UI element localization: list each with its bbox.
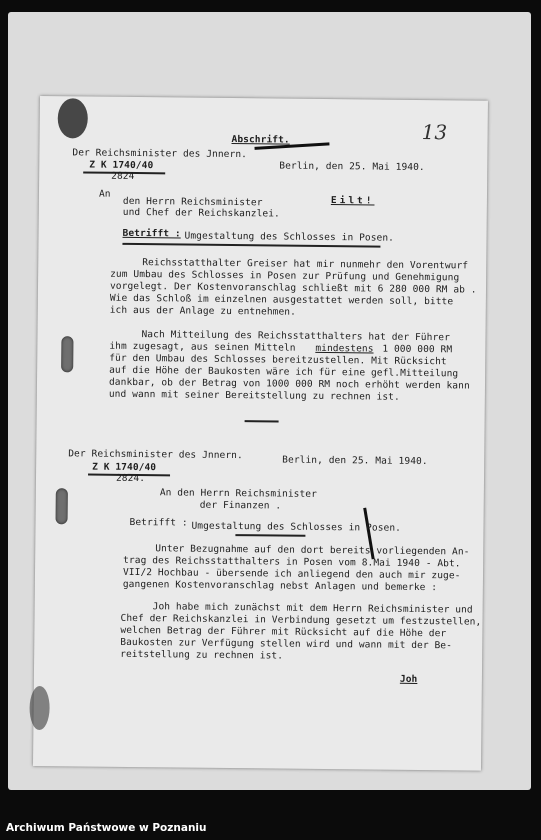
letter1-recipient-line1: den Herrn Reichsminister <box>122 195 263 209</box>
letter1-subject-label: Betrifft : <box>122 227 181 240</box>
letter2-sender: Der Reichsminister des Jnnern. <box>68 448 243 462</box>
punch-hole <box>56 488 68 524</box>
letter2-p2-line: reitstellung zu rechnen ist. <box>120 648 284 662</box>
letter1-p2-line: auf die Höhe der Baukosten wäre ich für eine gefl.Mitteilung <box>109 364 459 380</box>
letter1-sender: Der Reichsminister des Jnnern. <box>72 147 248 161</box>
subject-underline <box>235 534 305 536</box>
letter1-p2-line: für den Umbau des Schlosses bereitzustellen. Mit Rücksicht <box>109 352 447 368</box>
signoff: Joh <box>399 673 418 685</box>
letter2-ref2: 2824. <box>115 472 146 485</box>
letter2-p1-line: Unter Bezugnahme auf den dort bereits vorliegenden An- <box>155 543 470 558</box>
letter1-p2-line: und wann mit seiner Bereitstellung zu rechnen ist. <box>108 388 400 403</box>
archive-credit: Archiwum Państwowe w Poznaniu <box>6 822 207 834</box>
letter1-p2-line: ihm zugesagt, aus seinen Mitteln <box>109 340 296 354</box>
urgent-mark: Eilt! <box>330 195 375 207</box>
letter2-p1-line: gangenen Kostenvoranschlag nebst Anlagen und bemerke : <box>122 578 438 594</box>
letter1-p1-line: zum Umbau des Schlosses in Posen zur Prüfung und Genehmigung <box>110 268 460 284</box>
letter2-subject: Umgestaltung des Schlosses in Posen. <box>191 520 402 534</box>
letter1-p1-line: Wie das Schloß im einzelnen ausgestattet werden soll, bitte <box>109 292 454 308</box>
letter2-p2-line: welchen Betrag der Führer mit Rücksicht auf die Höhe der <box>120 624 447 640</box>
letter1-p1-line: vorgelegt. Der Kostenvoranschlag schließt mit 6 280 000 RM ab . <box>109 280 477 296</box>
emphasis-mindestens: mindestens <box>315 342 374 355</box>
letter1-date: Berlin, den 25. Mai 1940. <box>279 160 425 174</box>
ink-stain <box>29 686 49 730</box>
letter1-ref2: 2824 <box>111 170 135 182</box>
page-number: 13 <box>421 119 448 145</box>
letter2-ref: Z K 1740/40 <box>92 461 157 474</box>
letter2-recipient-line1: An den Herrn Reichsminister <box>159 487 318 500</box>
letter2-date: Berlin, den 25. Mai 1940. <box>282 454 428 468</box>
letter1-p1-line: Reichsstatthalter Greiser hat mir nunmehr den Vorentwurf <box>142 257 469 272</box>
letter2-recipient-line2: der Finanzen . <box>199 499 282 512</box>
section-divider <box>245 420 279 422</box>
letter1-p1-line: ich aus der Anlage zu entnehmen. <box>109 304 297 318</box>
letter1-amount: 1 000 000 RM <box>382 343 453 356</box>
letter2-p1-line: trag des Reichsstatthalters in Posen vom 8.Mai 1940 - Abt. <box>123 554 461 570</box>
letter2-p2-line: Joh habe mich zunächst mit dem Herrn Reichsminister und <box>152 601 473 616</box>
letter2-p2-line: Baukosten zur Verfügung stellen wird und wann mit der Be- <box>120 636 453 652</box>
letter1-recipient-line2: und Chef der Reichskanzlei. <box>122 206 280 220</box>
letter2-p2-line: Chef der Reichskanzlei in Verbindung gesetzt um festzustellen, <box>120 612 482 628</box>
letter1-an: An <box>98 188 111 200</box>
letter1-p2-line: Nach Mitteilung des Reichsstatthalters hat der Führer <box>141 329 450 344</box>
letter1-p2-line: dankbar, ob der Betrag von 1000 000 RM noch erhöht werden kann <box>108 376 470 392</box>
document-heading: Abschrift. <box>231 134 290 146</box>
letter2-p1-line: VII/2 Hochbau - übersende ich anliegend den auch mir zuge- <box>122 566 461 582</box>
letter1-ref: Z K 1740/40 <box>89 159 154 172</box>
document-page <box>33 96 488 771</box>
letter1-subject: Umgestaltung des Schlosses in Posen. <box>184 230 395 244</box>
punch-hole <box>61 336 73 372</box>
ink-stain <box>58 98 88 138</box>
letter2-subject-label: Betrifft : <box>129 516 188 529</box>
